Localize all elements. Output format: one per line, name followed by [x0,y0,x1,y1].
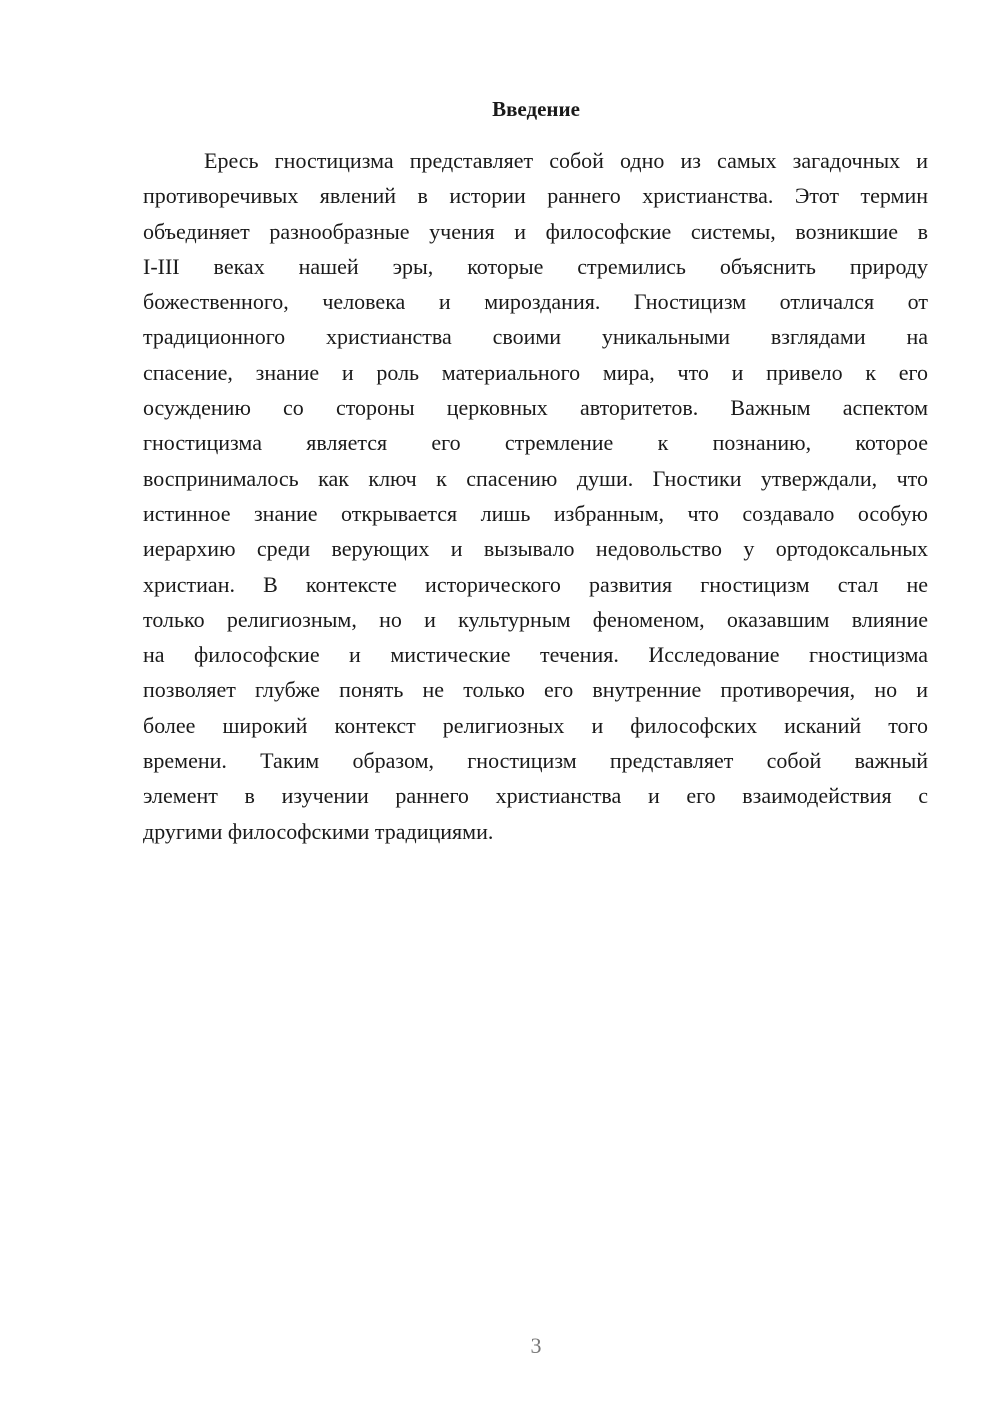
paragraph [143,143,928,849]
text-line: противоречивых явлений в истории раннего христианства. Этот термин [143,183,928,209]
text-line: позволяет глубже понять не только его внутренние противоречия, но и [143,677,928,703]
text-line: Ересь гностицизма представляет собой одно из самых загадочных и [204,148,928,173]
text-line: воспринималось как ключ к спасению души. Гностики утверждали, что [143,465,928,491]
section-heading: Введение [492,97,580,121]
text-line: гностицизма является его стремление к познанию, которое [143,430,928,456]
text-line: спасение, знание и роль материального мира, что и привело к его [143,359,928,385]
text-line: истинное знание открывается лишь избранным, что создавало особую [143,500,928,526]
page-number: 3 [530,1333,542,1358]
text-line: на философские и мистические течения. Исследование гностицизма [143,642,928,668]
text-line: более широкий контекст религиозных и философских исканий того [143,712,928,738]
text-line: божественного, человека и мироздания. Гностицизм отличался от [143,289,928,315]
text-line: иерархию среди верующих и вызывало недовольство у ортодоксальных [143,536,928,562]
text-line: объединяет разнообразные учения и философские системы, возникшие в [143,218,928,244]
text-line: осуждению со стороны церковных авторитетов. Важным аспектом [143,395,928,421]
text-line: I-III веках нашей эры, которые стремились объяснить природу [143,253,928,279]
text-line: элемент в изучении раннего христианства и его взаимодействия с [143,783,928,809]
text-line: христиан. В контексте исторического развития гностицизм стал не [143,571,928,597]
text-line: традиционного христианства своими уникальными взглядами на [143,324,928,350]
text-line: времени. Таким образом, гностицизм представляет собой важный [143,748,928,774]
text-line: другими философскими традициями. [143,818,494,844]
text-line: только религиозным, но и культурным феноменом, оказавшим влияние [143,606,928,632]
